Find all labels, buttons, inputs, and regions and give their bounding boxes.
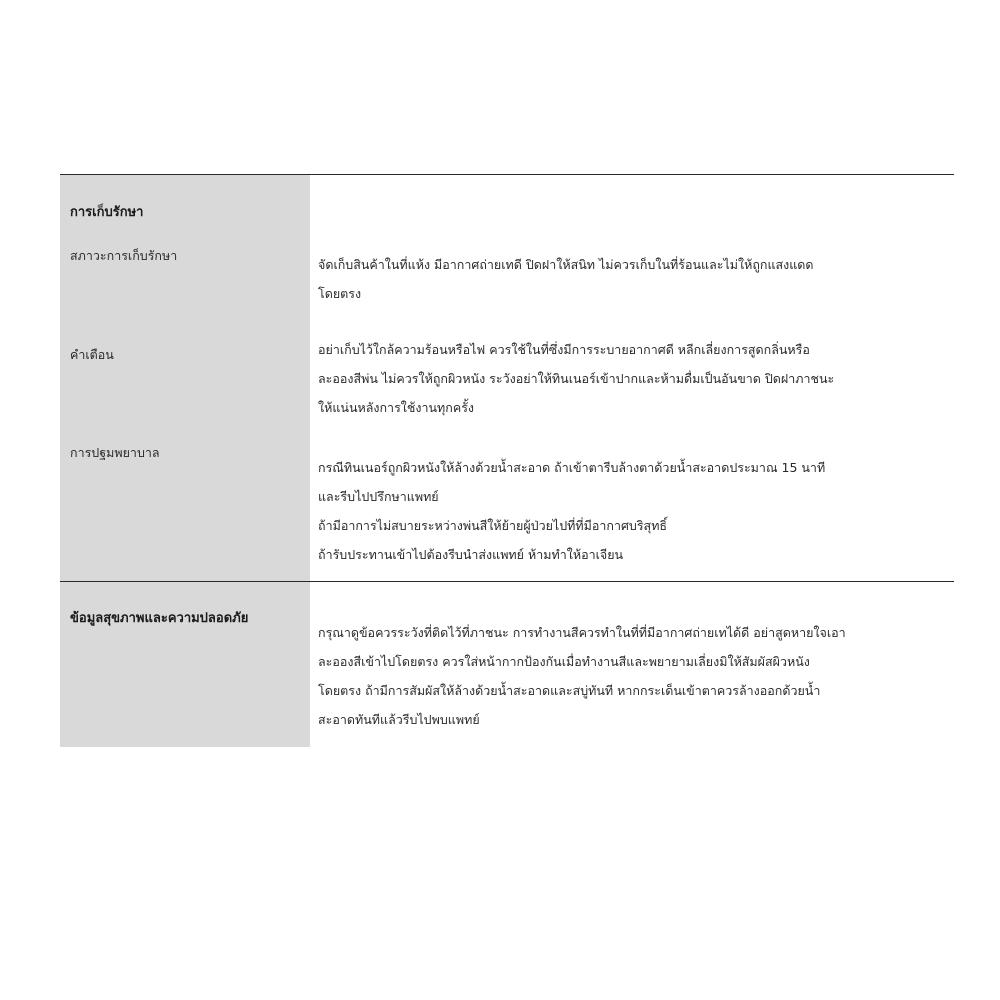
first-aid-text <box>318 453 950 569</box>
storage-conditions-text <box>318 250 950 308</box>
text-line: จัดเก็บสินค้าในที่แห้ง มีอากาศถ่ายเทดี ปิดฝาให้สนิท ไม่ควรเก็บในที่ร้อนและไม่ให้ถูกแสงแดด <box>318 257 814 272</box>
text-line: สะอาดทันทีแล้วรีบไปพบแพทย์ <box>318 712 480 727</box>
storage-label-column <box>60 175 310 581</box>
storage-conditions-label: สภาวะการเก็บรักษา <box>70 248 178 263</box>
product-info-sheet <box>60 174 954 747</box>
text-line: ละอองสีเข้าไปโดยตรง ควรใส่หน้ากากป้องกันเมื่อทำงานสีและพยายามเลี่ยงมิให้สัมผัสผิวหนัง <box>318 654 810 669</box>
health-safety-text <box>318 618 950 734</box>
text-line: โดยตรง ถ้ามีการสัมผัสให้ล้างด้วยน้ำสะอาดและสบู่ทันที หากกระเด็นเข้าตาควรล้างออกด้วยน้ำ <box>318 683 821 698</box>
warning-text <box>318 335 950 422</box>
text-line: และรีบไปปรึกษาแพทย์ <box>318 489 439 504</box>
health-safety-label-column <box>60 582 310 747</box>
health-safety-value-column <box>310 582 954 747</box>
health-safety-heading: ข้อมูลสุขภาพและความปลอดภัย <box>70 611 249 626</box>
text-line: โดยตรง <box>318 286 362 301</box>
text-line: ละอองสีพ่น ไม่ควรให้ถูกผิวหนัง ระวังอย่าให้ทินเนอร์เข้าปากและห้ามดื่มเป็นอันขาด ปิดฝาภาชนะ <box>318 371 835 386</box>
warning-label: คำเตือน <box>70 347 114 362</box>
text-line: กรณีทินเนอร์ถูกผิวหนังให้ล้างด้วยน้ำสะอาด ถ้าเข้าตารีบล้างตาด้วยน้ำสะอาดประมาณ 15 นาที <box>318 460 826 475</box>
text-line: กรุณาดูข้อควรระวังที่ติดไว้ที่ภาชนะ การทำงานสีควรทำในที่ที่มีอากาศถ่ายเทได้ดี อย่าสูดหายใจเอา <box>318 625 846 640</box>
text-line: ถ้ามีอาการไม่สบายระหว่างพ่นสีให้ย้ายผู้ป่วยไปที่ที่มีอากาศบริสุทธิ์ <box>318 518 668 533</box>
storage-section <box>60 174 954 581</box>
storage-heading: การเก็บรักษา <box>70 205 144 220</box>
text-line: อย่าเก็บไว้ใกล้ความร้อนหรือไฟ ควรใช้ในที่ซึ่งมีการระบายอากาศดี หลีกเลี่ยงการสูดกลิ่นหรือ <box>318 342 810 357</box>
text-line: ถ้ารับประทานเข้าไปต้องรีบนำส่งแพทย์ ห้ามทำให้อาเจียน <box>318 547 624 562</box>
text-line: ให้แน่นหลังการใช้งานทุกครั้ง <box>318 400 475 415</box>
first-aid-label: การปฐมพยาบาล <box>70 445 160 460</box>
health-safety-section <box>60 581 954 747</box>
storage-value-column <box>310 175 954 581</box>
